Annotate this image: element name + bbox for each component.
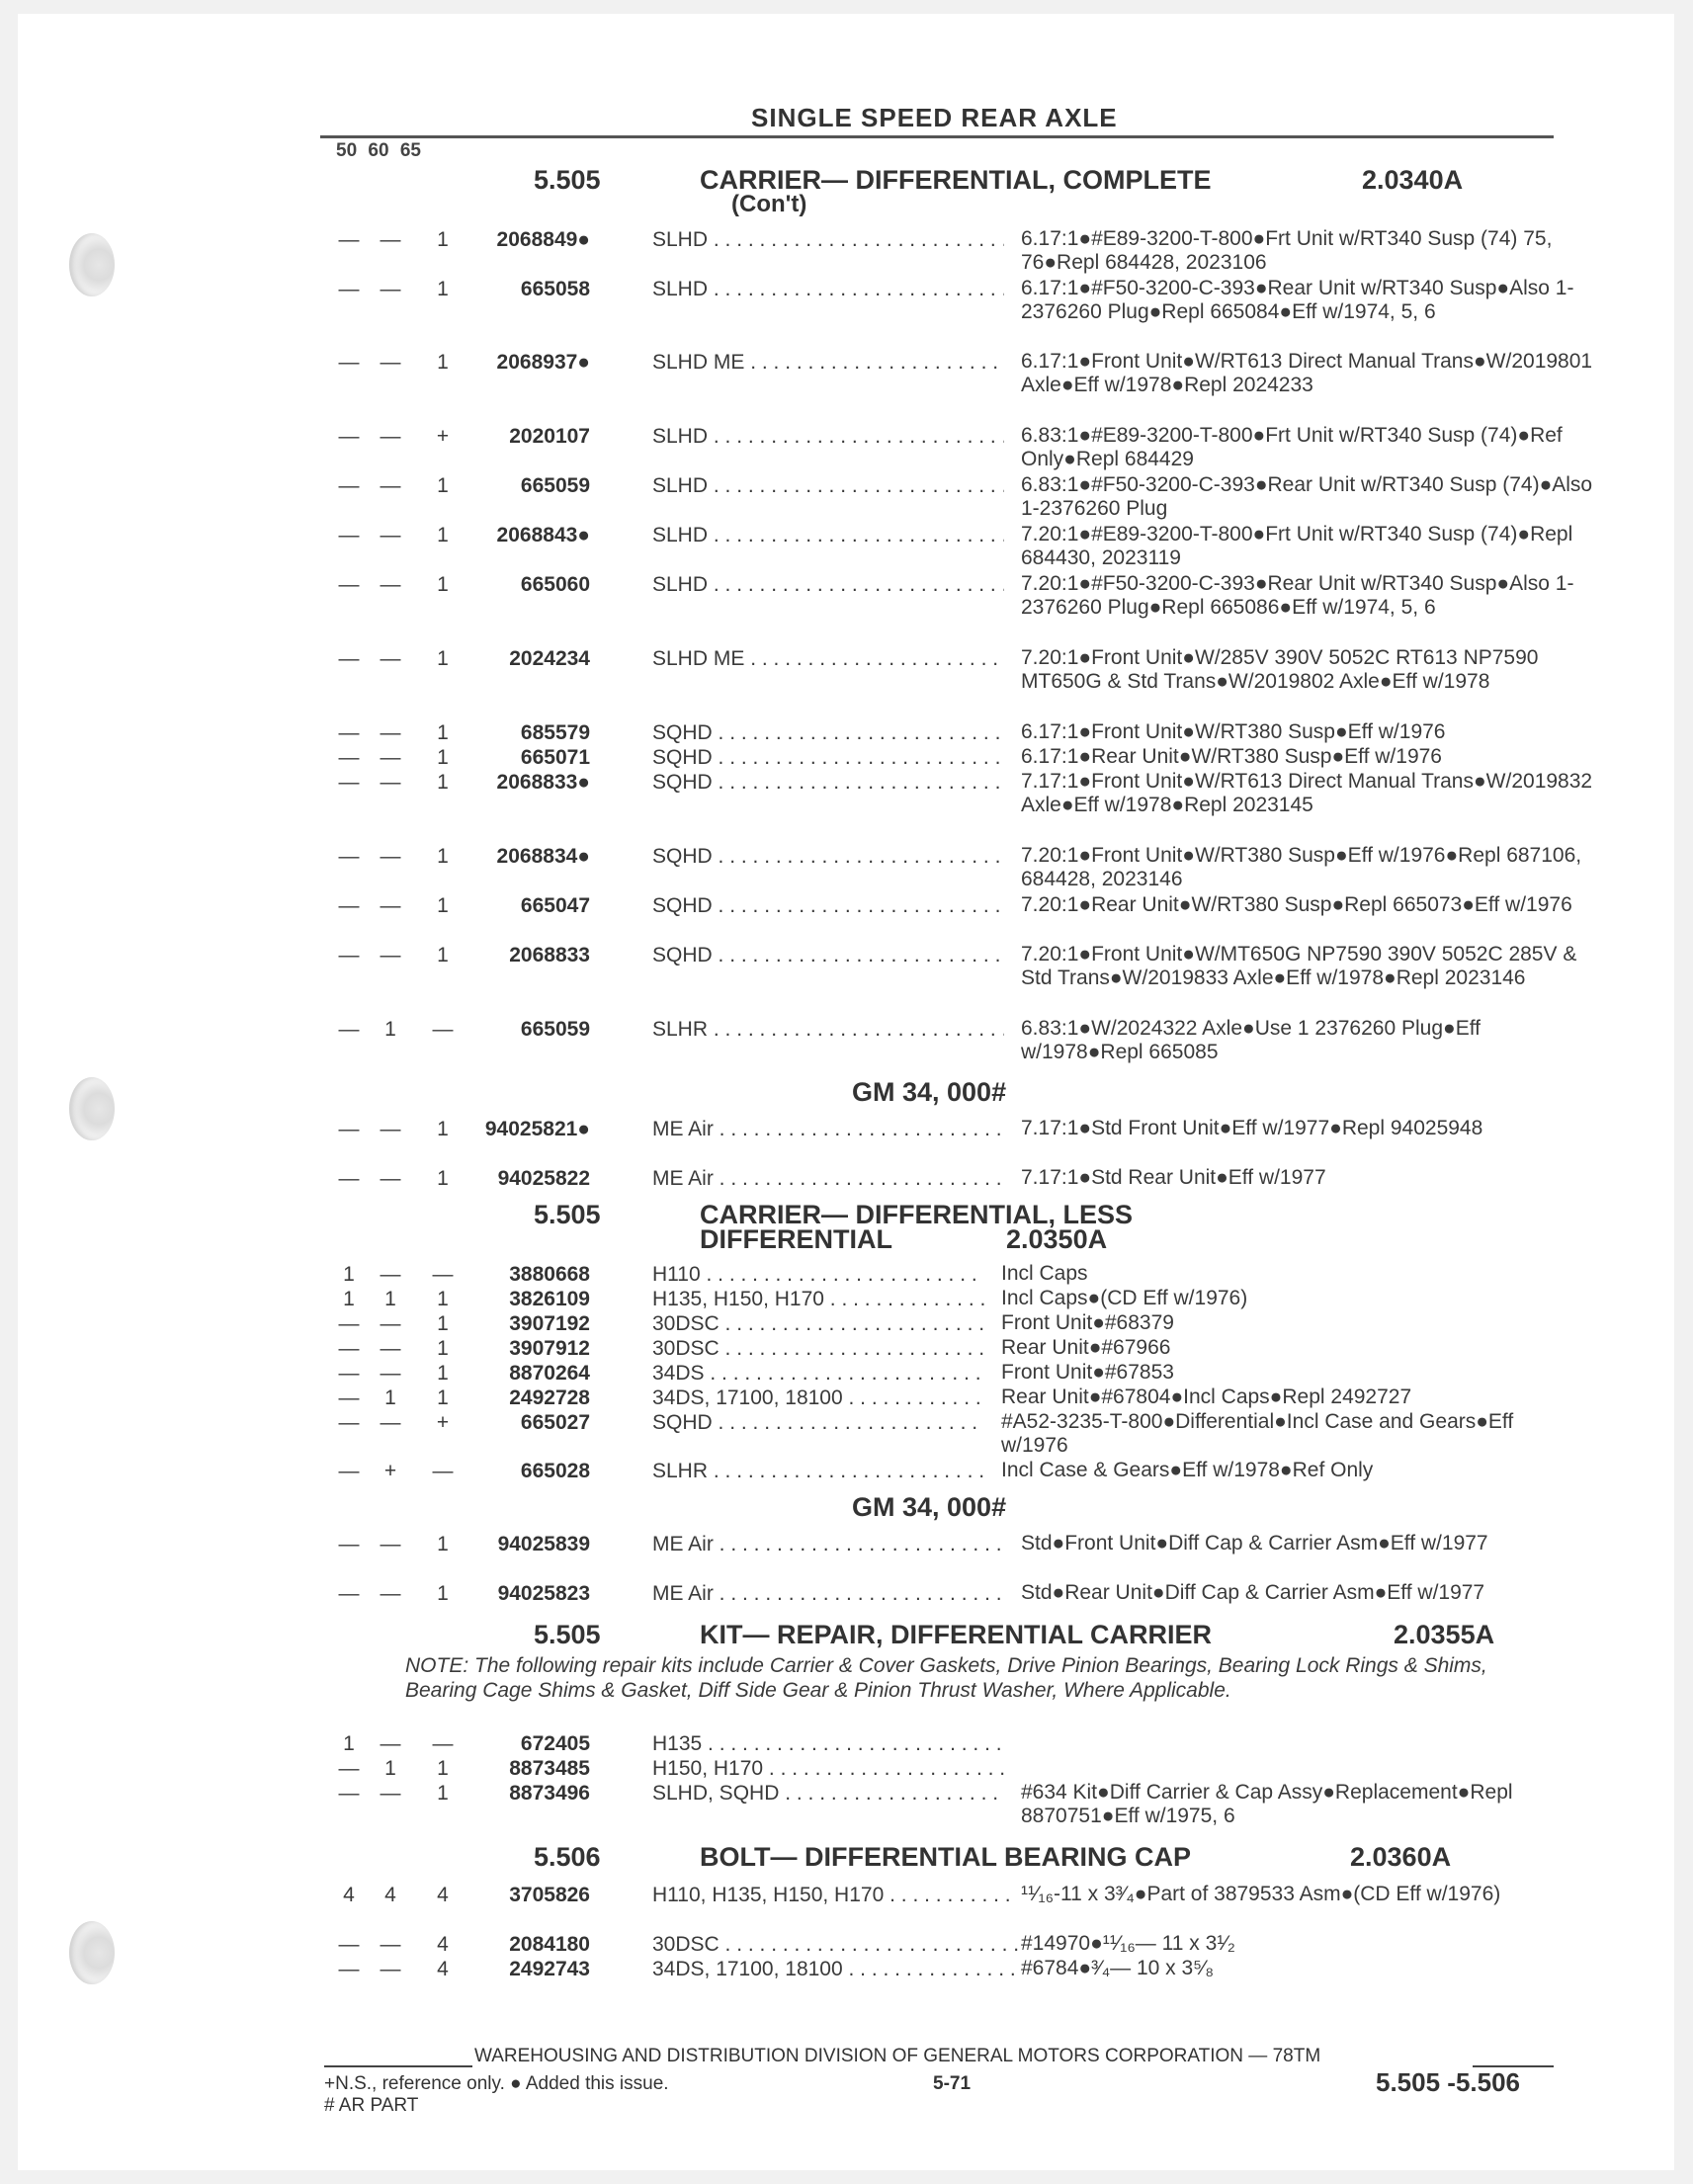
part-row: [0, 1410, 1693, 1457]
qty-60-cell: —: [380, 1533, 401, 1555]
part-number-cell: 2492728: [509, 1386, 590, 1409]
model-cell: 30DSC . . .: [652, 1932, 1018, 1958]
model-cell: SLHD . . .: [652, 277, 1004, 302]
description-cell: 7.20:1●Front Unit●W/MT650G NP7590 390V 5052C 285V & Std Trans●W/2019833 Axle●Eff w/1978●Repl 2023146: [1021, 943, 1577, 989]
qty-50-cell: —: [338, 771, 360, 794]
part-number-cell: 3907192: [509, 1312, 590, 1335]
qty-50-cell: —: [338, 1167, 360, 1190]
part-row: [0, 770, 1693, 816]
qty-60-cell: —: [380, 524, 401, 546]
section-code: 2.0360A: [1350, 1842, 1452, 1872]
qty-65-cell: 1: [437, 1782, 449, 1805]
qty-50-cell: —: [338, 647, 360, 670]
part-number-cell: 665058: [520, 278, 590, 300]
qty-60-cell: Rear Unit●#67804●Incl Caps●Repl 2492727: [1001, 1386, 1412, 1408]
qty-65-cell: 1: [437, 1533, 449, 1555]
qty-65-cell: 1: [437, 1167, 449, 1190]
part-number-cell: 2068834●: [496, 845, 590, 868]
model-cell: SQHD . . .: [652, 943, 1004, 968]
qty-65-cell: 1: [437, 228, 449, 251]
part-number-cell: 8873485: [509, 1757, 590, 1780]
part-number-cell: 3907912: [509, 1337, 590, 1360]
qty-65-cell: 1: [437, 771, 449, 794]
model-cell: ME Air . . .: [652, 1581, 1004, 1607]
qty-65-cell: 1: [437, 944, 449, 966]
model-cell: 34DS, 17100, 18100 . . .: [652, 1957, 1018, 1982]
qty-50-cell: —: [338, 746, 360, 769]
qty-50-cell: —: [338, 474, 360, 497]
description-cell: 6.83:1●W/2024322 Axle●Use 1 2376260 Plug●Eff w/1978●Repl 665085: [1021, 1017, 1481, 1063]
part-number-cell: 2068849●: [496, 228, 590, 251]
qty-65-cell: 1: [437, 573, 449, 596]
qty-65-cell: 1: [437, 647, 449, 670]
model-cell: ME Air . . .: [652, 1532, 1004, 1557]
qty-60-cell: Incl Caps: [1001, 1262, 1088, 1285]
description-cell: 6.83:1●#E89-3200-T-800●Frt Unit w/RT340 Susp (74)●Ref Only●Repl 684429: [1021, 424, 1563, 470]
qty-50-cell: —: [338, 721, 360, 744]
qty-65-cell: 1: [437, 746, 449, 769]
section-subtitle: (Con't): [731, 191, 807, 217]
qty-60-cell: —: [380, 1362, 401, 1385]
qty-65-cell: 4: [437, 1933, 449, 1956]
qty-65-cell: 1: [437, 845, 449, 868]
qty-65-cell: 4: [437, 1884, 449, 1906]
part-number-cell: 2084180: [509, 1933, 590, 1956]
qty-65-cell: 1: [437, 1362, 449, 1385]
qty-60-cell: —: [380, 228, 401, 251]
qty-50-cell: 1: [343, 1732, 355, 1755]
qty-65-cell: 1: [437, 721, 449, 744]
footer-rule: [324, 2065, 472, 2067]
model-cell: SLHD . . .: [652, 227, 1004, 253]
model-cell: SLHD ME . . .: [652, 646, 1004, 672]
model-cell: SLHD . . .: [652, 523, 1004, 548]
section-range: 5.505 -5.506: [1376, 2067, 1521, 2097]
qty-60-cell: —: [380, 1167, 401, 1190]
qty-60-cell: —: [380, 1958, 401, 1980]
description-cell: #14970●¹¹⁄₁₆— 11 x 3¹⁄₂: [1021, 1932, 1235, 1955]
qty-60-cell: —: [380, 647, 401, 670]
qty-50-cell: —: [338, 1362, 360, 1385]
part-number-cell: 665060: [520, 573, 590, 596]
description-cell: 7.17:1●Front Unit●W/RT613 Direct Manual Trans●W/2019832 Axle●Eff w/1978●Repl 2023145: [1021, 770, 1593, 816]
qty-60-cell: 1: [384, 1288, 396, 1310]
part-number-cell: 2020107: [509, 425, 590, 448]
qty-50-cell: 4: [343, 1884, 355, 1906]
model-cell: SLHD ME . . .: [652, 350, 1004, 376]
qty-50-cell: —: [338, 1782, 360, 1805]
qty-60-cell: —: [380, 1782, 401, 1805]
model-cell: ME Air . . .: [652, 1117, 1004, 1142]
section-title: KIT— REPAIR, DIFFERENTIAL CARRIER: [700, 1620, 1213, 1649]
legend-ns-added: +N.S., reference only. ● Added this issue.: [324, 2073, 669, 2094]
part-row: [0, 943, 1693, 989]
model-cell: SQHD . . .: [652, 1410, 984, 1436]
description-cell: #6784●³⁄₄— 10 x 3⁵⁄₈: [1021, 1957, 1215, 1979]
part-number-cell: 2068843●: [496, 524, 590, 546]
qty-60-cell: —: [380, 1263, 401, 1286]
model-cell: SLHD . . .: [652, 424, 1004, 450]
qty-65-cell: 1: [437, 894, 449, 917]
part-row: [0, 1957, 1693, 1986]
qty-65-cell: 1: [437, 1582, 449, 1605]
qty-60-cell: —: [380, 771, 401, 794]
legend-ar-part: # AR PART: [324, 2095, 419, 2116]
qty-50-cell: —: [338, 1018, 360, 1041]
qty-50-cell: —: [338, 573, 360, 596]
model-cell: SLHR . . .: [652, 1459, 984, 1484]
qty-60-cell: —: [380, 894, 401, 917]
qty-50-cell: 1: [343, 1288, 355, 1310]
section-code: 2.0340A: [1362, 165, 1464, 195]
description-cell: 7.20:1●#F50-3200-C-393●Rear Unit w/RT340 Susp●Also 1-2376260 Plug●Repl 665086●Eff w/1974, 5, 6: [1021, 572, 1574, 619]
description-cell: ¹¹⁄₁₆-11 x 3³⁄₄●Part of 3879533 Asm●(CD Eff w/1976): [1021, 1883, 1501, 1905]
description-cell: 7.17:1●Std Rear Unit●Eff w/1977: [1021, 1166, 1326, 1189]
part-row: [0, 1781, 1693, 1827]
model-cell: H135, H150, H170 . . .: [652, 1287, 984, 1312]
model-cell: H110, H135, H150, H170 . . .: [652, 1883, 1018, 1908]
qty-65-cell: 1: [437, 1288, 449, 1310]
division-footer: WAREHOUSING AND DISTRIBUTION DIVISION OF GENERAL MOTORS CORPORATION — 78TM: [474, 2046, 1321, 2066]
description-cell: Std●Rear Unit●Diff Cap & Carrier Asm●Eff w/1977: [1021, 1581, 1485, 1604]
part-number-cell: 2024234: [509, 647, 590, 670]
model-cell: SQHD . . .: [652, 770, 1004, 796]
model-cell: H150, H170 . . .: [652, 1756, 1004, 1782]
model-cell: SQHD . . .: [652, 720, 1004, 746]
model-year-columns: 50 60 65: [336, 140, 421, 161]
description-cell: 7.17:1●Std Front Unit●Eff w/1977●Repl 94025948: [1021, 1117, 1483, 1139]
qty-65-cell: 1: [437, 351, 449, 374]
qty-50-cell: —: [338, 278, 360, 300]
description-cell: 6.17:1●Front Unit●W/RT380 Susp●Eff w/1976: [1021, 720, 1446, 743]
part-row: [0, 1459, 1693, 1488]
qty-50-cell: —: [338, 845, 360, 868]
qty-60-cell: —: [380, 1582, 401, 1605]
section-number: 5.506: [534, 1842, 601, 1872]
qty-60-cell: 1: [384, 1018, 396, 1041]
part-number-cell: 2492743: [509, 1958, 590, 1980]
gm-subheading: GM 34, 000#: [852, 1077, 1007, 1107]
qty-65-cell: —: [432, 1263, 454, 1286]
qty-60-cell: #A52-3235-T-800●Differential●Incl Case and Gears●Eff w/1976: [1001, 1410, 1514, 1457]
section-number: 5.505: [534, 1200, 601, 1229]
model-cell: ME Air . . .: [652, 1166, 1004, 1192]
qty-50-cell: 1: [343, 1263, 355, 1286]
qty-50-cell: —: [338, 228, 360, 251]
part-row: [0, 350, 1693, 396]
part-row: [0, 1883, 1693, 1912]
qty-60-cell: —: [380, 425, 401, 448]
qty-60-cell: —: [380, 351, 401, 374]
part-row: [0, 473, 1693, 520]
model-cell: SLHD . . .: [652, 473, 1004, 499]
part-number-cell: 665059: [520, 1018, 590, 1041]
page-number: 5-71: [933, 2073, 972, 2094]
qty-60-cell: —: [380, 1312, 401, 1335]
qty-65-cell: 1: [437, 1312, 449, 1335]
part-number-cell: 2068937●: [496, 351, 590, 374]
part-row: [0, 1581, 1693, 1611]
qty-60-cell: —: [380, 1118, 401, 1140]
section-title: BOLT— DIFFERENTIAL BEARING CAP: [700, 1842, 1191, 1872]
qty-50-cell: —: [338, 1386, 360, 1409]
qty-65-cell: —: [432, 1732, 454, 1755]
model-cell: 30DSC . . .: [652, 1336, 984, 1362]
qty-50-cell: —: [338, 524, 360, 546]
description-cell: 6.17:1●Rear Unit●W/RT380 Susp●Eff w/1976: [1021, 745, 1442, 768]
part-number-cell: 672405: [520, 1732, 590, 1755]
part-number-cell: 3705826: [509, 1884, 590, 1906]
qty-60-cell: 1: [384, 1386, 396, 1409]
qty-65-cell: +: [436, 1411, 450, 1434]
part-row: [0, 1166, 1693, 1196]
qty-65-cell: 1: [437, 474, 449, 497]
qty-50-cell: —: [338, 1460, 360, 1482]
qty-65-cell: 1: [437, 1337, 449, 1360]
section-code: 2.0350A: [1006, 1224, 1108, 1254]
model-cell: 34DS, 17100, 18100 . . .: [652, 1386, 984, 1411]
qty-50-cell: —: [338, 894, 360, 917]
section-number: 5.505: [534, 1620, 601, 1649]
qty-60-cell: +: [383, 1460, 397, 1482]
qty-60-cell: —: [380, 278, 401, 300]
description-cell: Std●Front Unit●Diff Cap & Carrier Asm●Eff w/1977: [1021, 1532, 1488, 1554]
qty-50-cell: —: [338, 1958, 360, 1980]
part-number-cell: 665028: [520, 1460, 590, 1482]
qty-65-cell: 1: [437, 1757, 449, 1780]
qty-60-cell: —: [380, 1933, 401, 1956]
model-cell: SQHD . . .: [652, 893, 1004, 919]
part-row: [0, 1532, 1693, 1561]
qty-50-cell: —: [338, 1118, 360, 1140]
part-number-cell: 94025821●: [484, 1118, 590, 1140]
part-row: [0, 844, 1693, 890]
part-number-cell: 8870264: [509, 1362, 590, 1385]
repair-kit-note: NOTE: The following repair kits include Carrier & Cover Gaskets, Drive Pinion Bearings, Bearing Lock Rings & Shims, Bearing Cage Shims & Gasket, Diff Side Gear & Pinion Thrust Washer, Where Applicable.: [405, 1654, 1487, 1702]
qty-60-cell: 4: [384, 1884, 396, 1906]
qty-60-cell: —: [380, 1337, 401, 1360]
part-number-cell: 2068833: [509, 944, 590, 966]
qty-60-cell: —: [380, 1411, 401, 1434]
model-cell: SQHD . . .: [652, 745, 1004, 771]
qty-50-cell: —: [338, 944, 360, 966]
part-row: [0, 646, 1693, 693]
model-cell: H135 . . .: [652, 1731, 1004, 1757]
part-row: [0, 424, 1693, 470]
qty-65-cell: +: [436, 425, 450, 448]
part-row: [0, 1117, 1693, 1146]
part-number-cell: 94025822: [497, 1167, 590, 1190]
qty-65-cell: —: [432, 1460, 454, 1482]
part-number-cell: 3826109: [509, 1288, 590, 1310]
qty-60-cell: —: [380, 845, 401, 868]
qty-50-cell: —: [338, 1933, 360, 1956]
part-number-cell: 94025823: [497, 1582, 590, 1605]
qty-50-cell: —: [338, 1312, 360, 1335]
section-title-line2: DIFFERENTIAL: [700, 1224, 892, 1254]
qty-50-cell: —: [338, 351, 360, 374]
part-row: [0, 572, 1693, 619]
part-row: [0, 227, 1693, 274]
qty-65-cell: 1: [437, 1118, 449, 1140]
part-number-cell: 2068833●: [496, 771, 590, 794]
section-title: CARRIER— DIFFERENTIAL, LESS: [700, 1200, 1134, 1229]
gm-subheading: GM 34, 000#: [852, 1492, 1007, 1522]
description-cell: 6.83:1●#F50-3200-C-393●Rear Unit w/RT340 Susp (74)●Also 1-2376260 Plug: [1021, 473, 1593, 520]
qty-60-cell: —: [380, 746, 401, 769]
description-cell: #634 Kit●Diff Carrier & Cap Assy●Replacement●Repl 8870751●Eff w/1975, 6: [1021, 1781, 1513, 1827]
qty-50-cell: —: [338, 1411, 360, 1434]
part-row: [0, 1017, 1693, 1063]
qty-60-cell: —: [380, 474, 401, 497]
qty-60-cell: 1: [384, 1757, 396, 1780]
part-number-cell: 665027: [520, 1411, 590, 1434]
qty-50-cell: —: [338, 1337, 360, 1360]
part-number-cell: 685579: [520, 721, 590, 744]
qty-50-cell: —: [338, 425, 360, 448]
qty-60-cell: —: [380, 1732, 401, 1755]
model-cell: SLHD . . .: [652, 572, 1004, 598]
part-number-cell: 665071: [520, 746, 590, 769]
part-number-cell: 94025839: [497, 1533, 590, 1555]
qty-60-cell: —: [380, 944, 401, 966]
qty-60-cell: —: [380, 573, 401, 596]
qty-60-cell: Front Unit●#68379: [1001, 1311, 1174, 1334]
qty-50-cell: —: [338, 1533, 360, 1555]
qty-65-cell: 1: [437, 1386, 449, 1409]
part-number-cell: 8873496: [509, 1782, 590, 1805]
description-cell: 6.17:1●Front Unit●W/RT613 Direct Manual Trans●W/2019801 Axle●Eff w/1978●Repl 2024233: [1021, 350, 1593, 396]
description-cell: 6.17:1●#F50-3200-C-393●Rear Unit w/RT340 Susp●Also 1-2376260 Plug●Repl 665084●Eff w/1974, 5, 6: [1021, 277, 1574, 323]
qty-50-cell: —: [338, 1757, 360, 1780]
qty-60-cell: Incl Case & Gears●Eff w/1978●Ref Only: [1001, 1459, 1374, 1481]
model-cell: SQHD . . .: [652, 844, 1004, 870]
qty-60-cell: —: [380, 721, 401, 744]
section-title: CARRIER— DIFFERENTIAL, COMPLETE: [700, 165, 1212, 195]
page-title: SINGLE SPEED REAR AXLE: [751, 103, 1118, 132]
qty-60-cell: Front Unit●#67853: [1001, 1361, 1174, 1384]
part-number-cell: 3880668: [509, 1263, 590, 1286]
description-cell: 7.20:1●Front Unit●W/285V 390V 5052C RT613 NP7590 MT650G & Std Trans●W/2019802 Axle●Eff w/1978: [1021, 646, 1539, 693]
description-cell: 7.20:1●Rear Unit●W/RT380 Susp●Repl 665073●Eff w/1976: [1021, 893, 1572, 916]
description-cell: 7.20:1●#E89-3200-T-800●Frt Unit w/RT340 Susp (74)●Repl 684430, 2023119: [1021, 523, 1573, 569]
section-code: 2.0355A: [1394, 1620, 1495, 1649]
qty-65-cell: 4: [437, 1958, 449, 1980]
title-rule: [320, 135, 1554, 138]
section-number: 5.505: [534, 165, 601, 195]
qty-60-cell: Incl Caps●(CD Eff w/1976): [1001, 1287, 1248, 1309]
model-cell: 30DSC . . .: [652, 1311, 984, 1337]
part-number-cell: 665059: [520, 474, 590, 497]
part-number-cell: 665047: [520, 894, 590, 917]
qty-50-cell: —: [338, 1582, 360, 1605]
part-row: [0, 523, 1693, 569]
qty-65-cell: 1: [437, 278, 449, 300]
model-cell: 34DS . . .: [652, 1361, 984, 1386]
model-cell: SLHR . . .: [652, 1017, 1004, 1043]
description-cell: 7.20:1●Front Unit●W/RT380 Susp●Eff w/1976●Repl 687106, 684428, 2023146: [1021, 844, 1582, 890]
model-cell: SLHD, SQHD . . .: [652, 1781, 1004, 1806]
part-row: [0, 893, 1693, 923]
qty-65-cell: —: [432, 1018, 454, 1041]
qty-65-cell: 1: [437, 524, 449, 546]
part-row: [0, 277, 1693, 323]
qty-60-cell: Rear Unit●#67966: [1001, 1336, 1171, 1359]
description-cell: 6.17:1●#E89-3200-T-800●Frt Unit w/RT340 Susp (74) 75, 76●Repl 684428, 2023106: [1021, 227, 1553, 274]
model-cell: H110 . . .: [652, 1262, 984, 1288]
